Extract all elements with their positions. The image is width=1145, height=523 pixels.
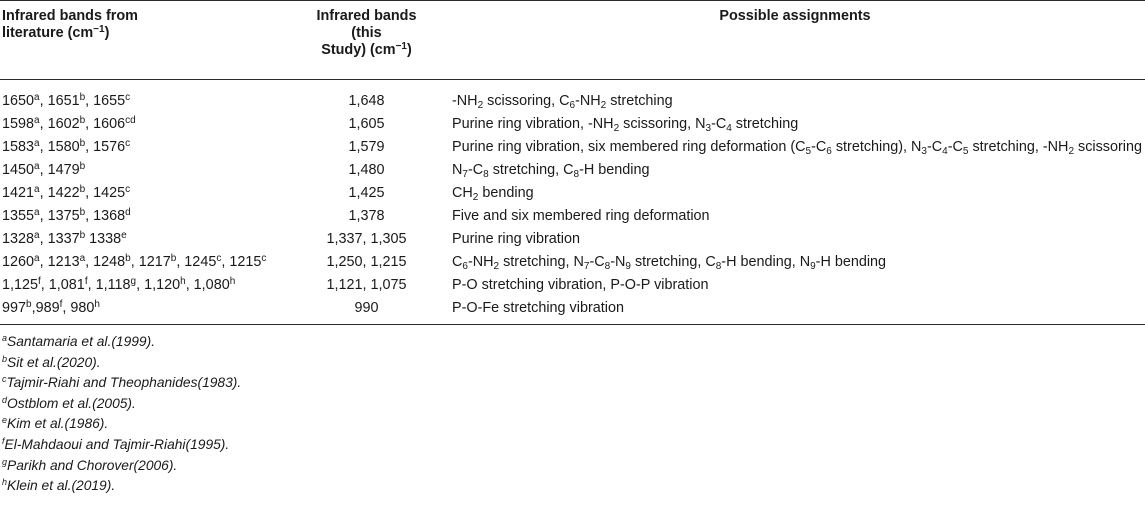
literature-bands-cell: 1583$^a$, 1580$^b$, 1576$^c$ xyxy=(2,138,131,155)
literature-bands-cell: 1650$^a$, 1651$^b$, 1655$^c$ xyxy=(2,92,131,109)
study-bands-cell: 1,121, 1,075 xyxy=(326,277,407,293)
footnotes xyxy=(0,325,1145,497)
footnote: $^e$Kim et al.(1986). xyxy=(2,415,109,432)
study-bands-cell: 1,480 xyxy=(348,162,385,178)
study-bands-cell: 1,337, 1,305 xyxy=(326,231,407,247)
table-row xyxy=(0,80,1145,114)
assignment-cell: Purine ring vibration, six membered ring deformation ($C_5-C_6$ stretching), $N_3-C_4-C_5$ stretching, $-NH_2$ scissoring xyxy=(452,139,1142,157)
study-bands-cell: 1,579 xyxy=(348,139,385,155)
table-row xyxy=(0,274,1145,297)
literature-bands-cell: 1260$^a$, 1213$^a$, 1248$^b$, 1217$^b$, 1245$^c$, 1215$^c$ xyxy=(2,253,267,270)
literature-bands-cell: 1328$^a$, 1337$^b$ 1338e xyxy=(2,230,127,247)
literature-bands-cell: 1598$^a$, 1602$^b$, $1606^{cd}$ xyxy=(2,115,136,132)
table-row xyxy=(0,136,1145,159)
assignment-cell: $-NH_2$ scissoring, $C_6-NH_2$ stretching xyxy=(452,93,673,111)
literature-bands-cell: 1355$^a$, 1375$^b$, 1368$^d$ xyxy=(2,207,131,224)
study-bands-cell: 1,378 xyxy=(348,208,385,224)
assignment-cell: P-O-Fe stretching vibration xyxy=(445,297,1145,325)
table-row xyxy=(0,297,1145,325)
footnote: $^b$Sit et al.(2020). xyxy=(2,353,101,370)
literature-bands-cell: 997$^b$,989$^f$, 980$^h$ xyxy=(0,297,288,325)
footnote: $^h$Klein et al.(2019). xyxy=(2,477,116,494)
header-this-study: Infrared bands (this Study) $(cm^{-1})$ xyxy=(288,1,445,80)
footnote: $^g$Parikh and Chorover(2006). xyxy=(2,456,178,473)
literature-bands-cell: 1421$^a$, 1422$^b$, 1425$^c$ xyxy=(2,184,131,201)
footnote: $^c$Tajmir-Riahi and Theophanides(1983). xyxy=(2,374,242,391)
assignment-cell: Five and six membered ring deformation xyxy=(452,208,710,224)
footnote: $^a$Santamaria et al.(1999). xyxy=(2,333,156,349)
table-row xyxy=(0,182,1145,205)
footnote: $^d$Ostblom et al.(2005). xyxy=(2,394,136,411)
assignment-cell: $CH_2$ bending xyxy=(452,185,534,203)
assignment-cell: Purine ring vibration xyxy=(452,231,580,247)
study-bands-cell: 1,250, 1,215 xyxy=(326,254,407,270)
table-row xyxy=(0,205,1145,228)
assignment-cell: P-O stretching vibration, P-O-P vibration xyxy=(452,277,709,293)
study-bands-cell: 1,605 xyxy=(348,116,385,132)
header-literature: Infrared bands from literature $(cm^{-1})$ xyxy=(0,1,288,80)
table-row xyxy=(0,228,1145,251)
assignment-cell: Purine ring vibration, $-NH_2$ scissoring, $N_3-C_4$ stretching xyxy=(452,116,799,134)
literature-bands-cell: 1,125$^f$, 1,081$^f$, 1,118$^g$, 1,120$^h$, 1,080$^h$ xyxy=(2,276,236,293)
table-row xyxy=(0,159,1145,182)
footnote: $^f$El-Mahdaoui and Tajmir-Riahi(1995). xyxy=(2,435,230,452)
header-assignments: Possible assignments xyxy=(445,1,1145,80)
study-bands-cell: 1,648 xyxy=(348,93,385,109)
assignment-cell: $C_6-NH_2$ stretching, $N_7-C_8-N_9$ stretching, $C_8-H$ bending, $N_9-H$ bending xyxy=(452,254,887,272)
header-row xyxy=(0,1,1145,80)
table-row xyxy=(0,251,1145,274)
literature-bands-cell: 1450$^a$, 1479$^b$ xyxy=(2,161,86,178)
table-row xyxy=(0,113,1145,136)
study-bands-cell: 990 xyxy=(288,297,445,325)
study-bands-cell: 1,425 xyxy=(348,185,385,201)
assignment-cell: $N_7-C_8$ stretching, $C_8-H$ bending xyxy=(452,162,650,180)
